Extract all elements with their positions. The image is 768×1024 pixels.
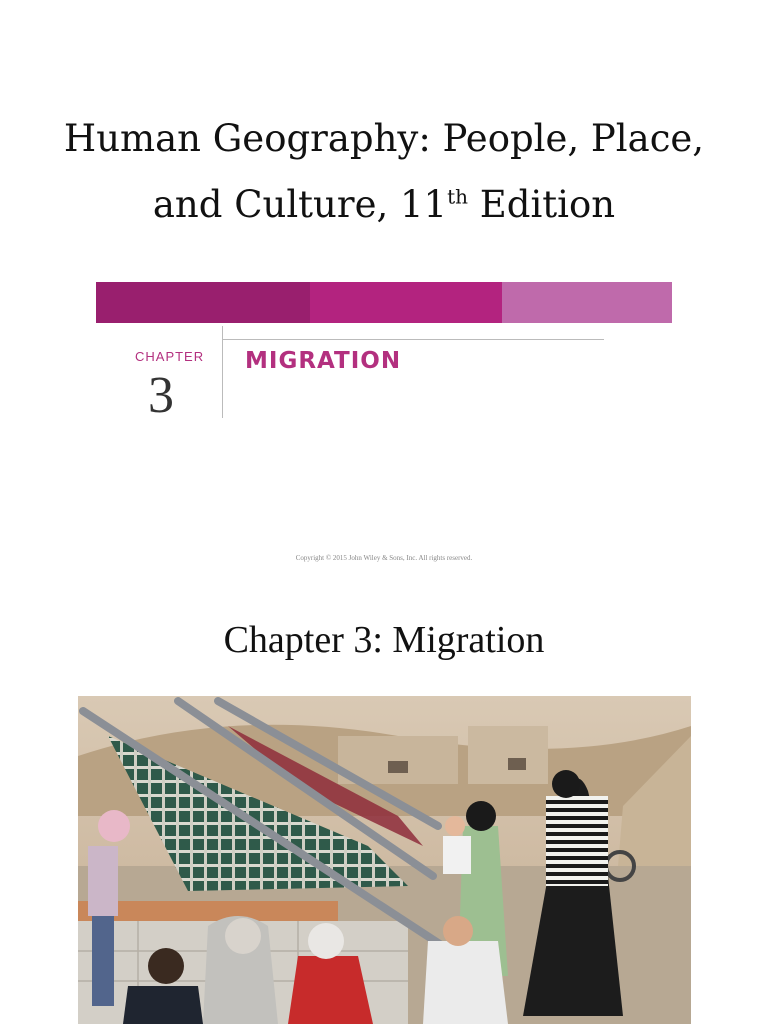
title-line2-suffix: Edition	[468, 183, 616, 226]
color-bar-light	[502, 282, 672, 323]
refugee-camp-photo	[78, 696, 691, 1024]
edition-superscript: th	[447, 184, 468, 209]
book-title-line2	[0, 172, 768, 238]
chapter-number: 3	[148, 367, 174, 424]
book-title-line1: Human Geography: People, Place,	[63, 117, 705, 160]
chapter-label: CHAPTER	[135, 349, 205, 364]
copyright-notice: Copyright © 2015 John Wiley & Sons, Inc. All rights reserved.	[295, 554, 473, 562]
book-title	[0, 106, 768, 238]
color-bar-dark	[96, 282, 310, 323]
slide-title: Chapter 3: Migration	[223, 619, 545, 661]
chapter-name: MIGRATION	[245, 348, 402, 374]
color-bar-mid	[310, 282, 502, 323]
chapter-slide	[0, 580, 768, 1024]
title-line2-prefix: and Culture, 11	[152, 183, 448, 226]
chapter-divider-horizontal	[222, 339, 604, 340]
photo-illustration	[78, 696, 691, 1024]
